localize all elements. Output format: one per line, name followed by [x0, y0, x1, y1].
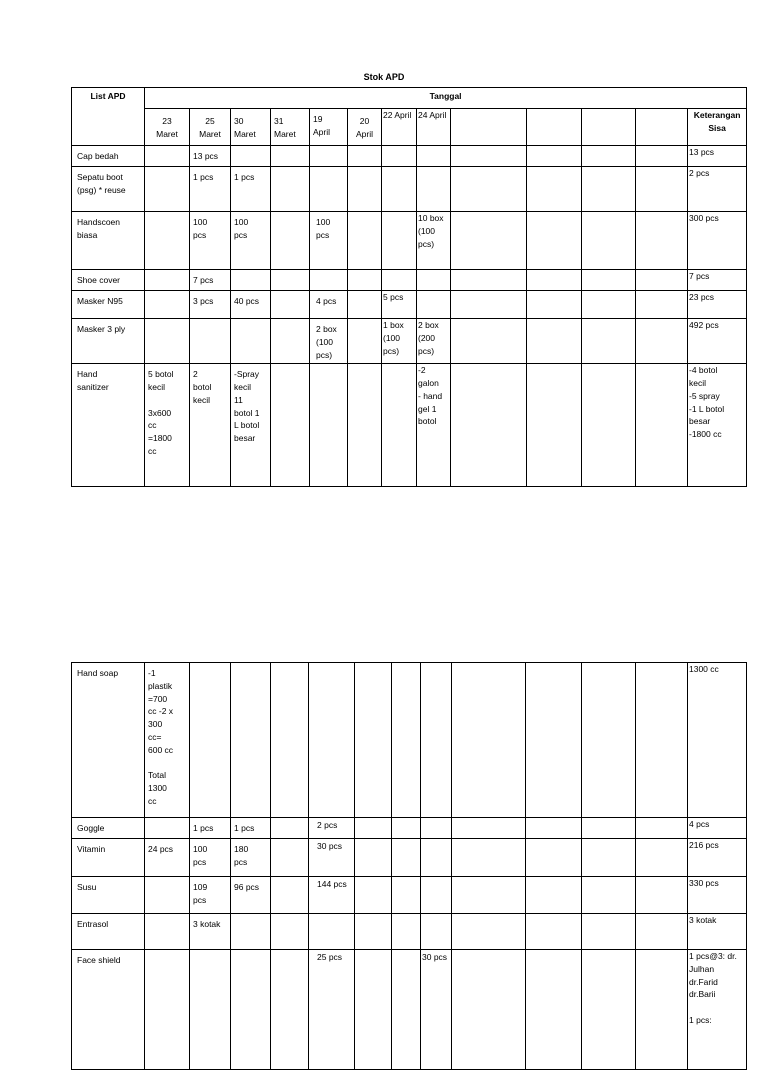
- empty-cell: [392, 877, 421, 914]
- page-title: Stok APD: [363, 72, 405, 82]
- header-date: 22 April: [382, 109, 417, 146]
- empty-cell: [271, 839, 309, 877]
- empty-cell: [526, 914, 582, 950]
- table-cell: [421, 663, 452, 818]
- table-cell: [145, 914, 190, 950]
- table-cell: 30 pcs: [421, 950, 452, 1070]
- empty-cell: [348, 167, 382, 212]
- table-cell: [382, 212, 417, 270]
- table-cell: 7 pcs: [190, 270, 231, 291]
- empty-cell: [526, 818, 582, 839]
- table-row: [72, 839, 747, 877]
- empty-cell: [392, 914, 421, 950]
- empty-cell: [271, 877, 309, 914]
- table-cell: 109 pcs: [190, 877, 231, 914]
- table-cell: [421, 839, 452, 877]
- table-cell: [145, 270, 190, 291]
- table-cell: Shoe cover: [72, 270, 145, 291]
- empty-cell: [527, 364, 582, 487]
- empty-cell: [527, 270, 582, 291]
- empty-cell: [271, 319, 310, 364]
- header-date: 19 April: [310, 109, 348, 146]
- table-cell: -4 botol kecil -5 spray -1 L botol besar -1800 cc: [688, 364, 747, 487]
- table-cell: 1 pcs: [231, 167, 271, 212]
- table-cell: 3 kotak: [190, 914, 231, 950]
- table-cell: [145, 167, 190, 212]
- table-cell: Entrasol: [72, 914, 145, 950]
- empty-cell: [582, 950, 636, 1070]
- table-cell: [421, 877, 452, 914]
- empty-cell: [636, 877, 688, 914]
- table-cell: 5 botol kecil 3x600 cc =1800 cc: [145, 364, 190, 487]
- table-cell: 2 box (200 pcs): [417, 319, 451, 364]
- table-cell: 4 pcs: [688, 818, 747, 839]
- empty-cell: [526, 663, 582, 818]
- empty-cell: [355, 950, 392, 1070]
- table-cell: [145, 818, 190, 839]
- table-cell: -2 galon - hand gel 1 botol: [417, 364, 451, 487]
- table-cell: [231, 663, 271, 818]
- table-cell: 100 pcs: [310, 212, 348, 270]
- empty-cell: [527, 167, 582, 212]
- empty-cell: [527, 319, 582, 364]
- empty-cell: [355, 914, 392, 950]
- table-cell: 2 pcs: [688, 167, 747, 212]
- empty-cell: [636, 109, 688, 146]
- empty-cell: [271, 818, 309, 839]
- table-cell: Masker N95: [72, 291, 145, 319]
- empty-cell: [582, 877, 636, 914]
- table-cell: 2 box (100 pcs): [310, 319, 348, 364]
- table-cell: Sepatu boot (psg) * reuse: [72, 167, 145, 212]
- empty-cell: [582, 914, 636, 950]
- empty-cell: [451, 319, 527, 364]
- table-cell: 100 pcs: [190, 839, 231, 877]
- empty-cell: [582, 167, 636, 212]
- table-row: [72, 364, 747, 487]
- table-cell: 1 pcs: [231, 818, 271, 839]
- empty-cell: [526, 950, 582, 1070]
- table-cell: [382, 146, 417, 167]
- table-cell: 300 pcs: [688, 212, 747, 270]
- empty-cell: [636, 364, 688, 487]
- table-row: [72, 291, 747, 319]
- table-cell: [417, 270, 451, 291]
- empty-cell: [636, 950, 688, 1070]
- table-cell: Goggle: [72, 818, 145, 839]
- empty-cell: [527, 212, 582, 270]
- empty-cell: [527, 109, 582, 146]
- table-cell: 1300 cc: [688, 663, 747, 818]
- header-date: 24 April: [417, 109, 451, 146]
- empty-cell: [527, 146, 582, 167]
- table-cell: 96 pcs: [231, 877, 271, 914]
- table-cell: 2 botol kecil: [190, 364, 231, 487]
- table-cell: 144 pcs: [309, 877, 355, 914]
- empty-cell: [451, 167, 527, 212]
- table-row: [72, 167, 747, 212]
- empty-cell: [452, 877, 526, 914]
- empty-cell: [451, 291, 527, 319]
- table-cell: 13 pcs: [688, 146, 747, 167]
- table-cell: 10 box (100 pcs): [417, 212, 451, 270]
- empty-cell: [582, 663, 636, 818]
- stock-table: [71, 87, 747, 487]
- empty-cell: [271, 950, 309, 1070]
- table-row: [72, 146, 747, 167]
- empty-cell: [451, 109, 527, 146]
- empty-cell: [271, 270, 310, 291]
- stock-table-continued: [71, 662, 747, 1070]
- table-cell: [145, 146, 190, 167]
- table-cell: -Spray kecil 11 botol 1 L botol besar: [231, 364, 271, 487]
- table-cell: [231, 270, 271, 291]
- header-tanggal: Tanggal: [145, 88, 747, 109]
- empty-cell: [582, 319, 636, 364]
- empty-cell: [451, 270, 527, 291]
- table-cell: Hand sanitizer: [72, 364, 145, 487]
- empty-cell: [271, 146, 310, 167]
- empty-cell: [451, 212, 527, 270]
- empty-cell: [392, 818, 421, 839]
- table-row: [72, 270, 747, 291]
- table-cell: 1 box (100 pcs): [382, 319, 417, 364]
- table-cell: 24 pcs: [145, 839, 190, 877]
- table-cell: Hand soap: [72, 663, 145, 818]
- table-cell: [145, 291, 190, 319]
- table-cell: [231, 146, 271, 167]
- empty-cell: [348, 212, 382, 270]
- table-cell: [231, 914, 271, 950]
- table-cell: [145, 319, 190, 364]
- empty-cell: [392, 950, 421, 1070]
- empty-cell: [526, 839, 582, 877]
- table-cell: 7 pcs: [688, 270, 747, 291]
- empty-cell: [271, 364, 310, 487]
- empty-cell: [271, 212, 310, 270]
- table-cell: [145, 877, 190, 914]
- table-cell: -1 plastik =700 cc -2 x 300 cc= 600 cc Total 1300 cc: [145, 663, 190, 818]
- table-cell: [190, 319, 231, 364]
- empty-cell: [348, 319, 382, 364]
- table-row: [72, 877, 747, 914]
- table-cell: [310, 270, 348, 291]
- table-cell: [310, 146, 348, 167]
- table-cell: [417, 167, 451, 212]
- table-cell: 13 pcs: [190, 146, 231, 167]
- empty-cell: [582, 109, 636, 146]
- empty-cell: [271, 291, 310, 319]
- table-cell: 3 pcs: [190, 291, 231, 319]
- table-cell: Face shield: [72, 950, 145, 1070]
- table-row: [72, 319, 747, 364]
- empty-cell: [636, 270, 688, 291]
- table-cell: [417, 291, 451, 319]
- empty-cell: [451, 146, 527, 167]
- table-cell: Masker 3 ply: [72, 319, 145, 364]
- empty-cell: [636, 291, 688, 319]
- table-cell: 25 pcs: [309, 950, 355, 1070]
- header-date: 31 Maret: [271, 109, 310, 146]
- table-cell: [231, 319, 271, 364]
- empty-cell: [527, 291, 582, 319]
- table-cell: Susu: [72, 877, 145, 914]
- header-keterangan: Keterangan Sisa: [688, 109, 747, 146]
- empty-cell: [392, 663, 421, 818]
- table-cell: 216 pcs: [688, 839, 747, 877]
- table-row: [72, 663, 747, 818]
- table-cell: [382, 167, 417, 212]
- table-row: [72, 950, 747, 1070]
- empty-cell: [355, 839, 392, 877]
- table-cell: [310, 364, 348, 487]
- table-cell: 492 pcs: [688, 319, 747, 364]
- table-cell: 100 pcs: [190, 212, 231, 270]
- empty-cell: [526, 877, 582, 914]
- empty-cell: [636, 146, 688, 167]
- empty-cell: [636, 167, 688, 212]
- empty-cell: [582, 212, 636, 270]
- empty-cell: [582, 146, 636, 167]
- table-cell: [382, 270, 417, 291]
- empty-cell: [348, 364, 382, 487]
- header-date: 25 Maret: [190, 109, 231, 146]
- table-cell: 330 pcs: [688, 877, 747, 914]
- empty-cell: [348, 146, 382, 167]
- empty-cell: [452, 914, 526, 950]
- empty-cell: [636, 212, 688, 270]
- empty-cell: [452, 950, 526, 1070]
- table-cell: 40 pcs: [231, 291, 271, 319]
- table-cell: [421, 914, 452, 950]
- header-date: 20 April: [348, 109, 382, 146]
- table-cell: Vitamin: [72, 839, 145, 877]
- empty-cell: [636, 319, 688, 364]
- table-cell: 23 pcs: [688, 291, 747, 319]
- header-list-apd: List APD: [72, 88, 145, 146]
- table-cell: [190, 950, 231, 1070]
- table-cell: 1 pcs@3: dr. Julhan dr.Farid dr.Barii 1 pcs:: [688, 950, 747, 1070]
- table-row: [72, 914, 747, 950]
- table-cell: [145, 950, 190, 1070]
- table-cell: 2 pcs: [309, 818, 355, 839]
- empty-cell: [348, 291, 382, 319]
- empty-cell: [582, 270, 636, 291]
- table-cell: 30 pcs: [309, 839, 355, 877]
- table-cell: 3 kotak: [688, 914, 747, 950]
- table-cell: [382, 364, 417, 487]
- table-cell: 5 pcs: [382, 291, 417, 319]
- empty-cell: [348, 270, 382, 291]
- table-cell: Handscoen biasa: [72, 212, 145, 270]
- table-row: [72, 212, 747, 270]
- empty-cell: [452, 663, 526, 818]
- empty-cell: [452, 818, 526, 839]
- empty-cell: [355, 818, 392, 839]
- table-cell: [421, 818, 452, 839]
- empty-cell: [636, 663, 688, 818]
- empty-cell: [355, 663, 392, 818]
- table-cell: [310, 167, 348, 212]
- empty-cell: [271, 663, 309, 818]
- empty-cell: [636, 839, 688, 877]
- table-cell: 100 pcs: [231, 212, 271, 270]
- table-cell: 1 pcs: [190, 167, 231, 212]
- table-cell: [190, 663, 231, 818]
- empty-cell: [582, 818, 636, 839]
- empty-cell: [582, 291, 636, 319]
- table-cell: 4 pcs: [310, 291, 348, 319]
- empty-cell: [271, 167, 310, 212]
- header-date: 30 Maret: [231, 109, 271, 146]
- empty-cell: [392, 839, 421, 877]
- table-cell: 1 pcs: [190, 818, 231, 839]
- empty-cell: [636, 914, 688, 950]
- empty-cell: [582, 364, 636, 487]
- table-cell: 180 pcs: [231, 839, 271, 877]
- empty-cell: [452, 839, 526, 877]
- table-cell: Cap bedah: [72, 146, 145, 167]
- table-cell: [417, 146, 451, 167]
- empty-cell: [636, 818, 688, 839]
- empty-cell: [355, 877, 392, 914]
- header-date: 23 Maret: [145, 109, 190, 146]
- table-row: [72, 818, 747, 839]
- empty-cell: [451, 364, 527, 487]
- empty-cell: [582, 839, 636, 877]
- table-cell: [309, 663, 355, 818]
- table-cell: [309, 914, 355, 950]
- table-cell: [231, 950, 271, 1070]
- empty-cell: [271, 914, 309, 950]
- table-cell: [145, 212, 190, 270]
